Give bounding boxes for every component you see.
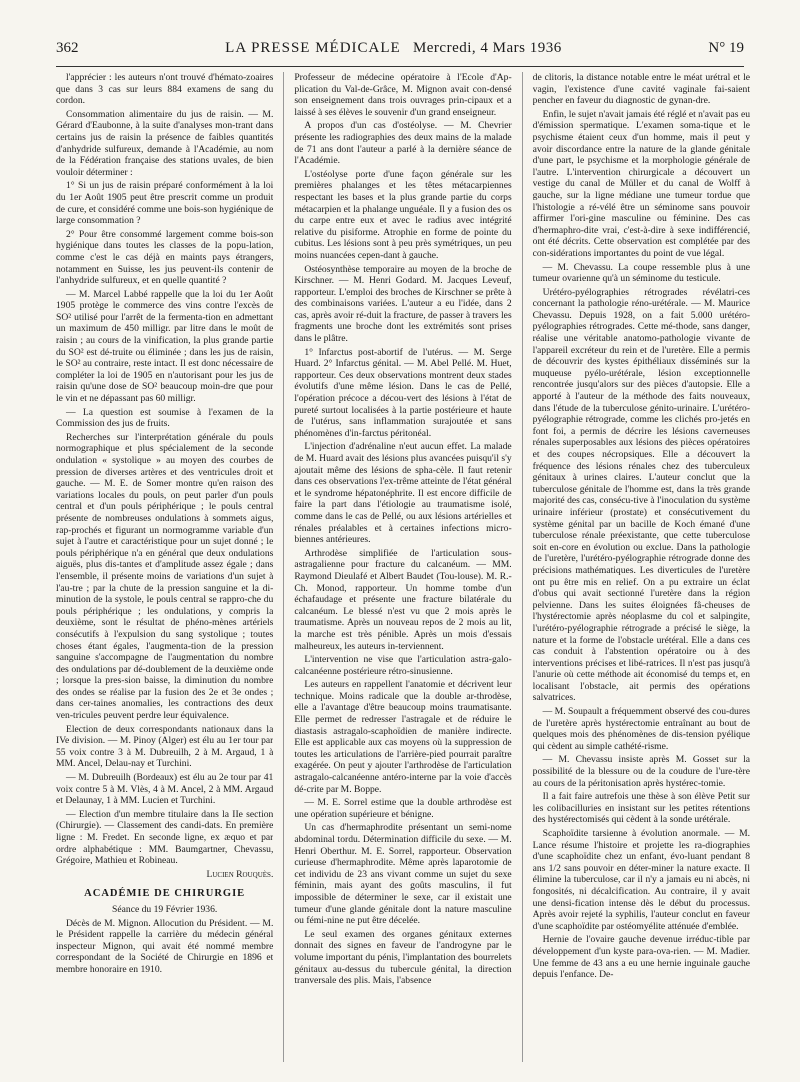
- session-date: Séance du 19 Février 1936.: [112, 903, 218, 915]
- issue-date: Mercredi, 4 Mars 1936: [412, 40, 562, 56]
- page-header: [56, 40, 744, 68]
- article-paragraph: Décès de M. Mignon. Allocution du Président. — M. le Président rappelle la carrière du médecin général inspecteur Mignon, qui avait été nommé membre correspondant de la Société de Chirurgie en 1896 et membre honoraire en 1910.: [56, 917, 274, 975]
- article-paragraph: — Election d'un membre titulaire dans la IIe section (Chirurgie). — Classement des candi-dats. En première ligne : M. Fredet. En seconde ligne, ex æquo et par ordre alphabétique : MM. Baumgartner, Chevassu, Grégoire, Mathieu et Robineau.: [56, 808, 274, 867]
- article-paragraph: — M. E. Sorrel estime que la double arthrodèse est une opération supérieure et bénigne.: [294, 797, 512, 820]
- article-paragraph: Professeur de médecine opératoire à l'Ecole d'Ap-plication du Val-de-Grâce, M. Mignon avait con-densé son enseignement dans trois ouvrages prin-cipaux et a laissé à ses élèves le souvenir d'un grand enseigneur.: [294, 72, 512, 118]
- journal-title: LA PRESSE MÉDICALE: [225, 40, 401, 56]
- column-left: [56, 72, 273, 1062]
- article-paragraph: 1° Si un jus de raisin préparé conformément à la loi du 1er Août 1905 peut être prescrit comme un produit de cure, et considéré comme une bois-son hygiénique de large consommation ?: [56, 180, 274, 227]
- article-paragraph: Il a fait faire autrefois une thèse à son élève Petit sur les colibacilluries en insistant sur les petites rétentions des hystérectomisés qui cèdent à la sonde urétérale.: [532, 791, 751, 826]
- column-middle: [294, 72, 511, 1062]
- article-paragraph: — M. Marcel Labbé rappelle que la loi du 1er Août 1905 protège le commerce des vins contre l'excès de SO² utilisé pour l'arrêt de la fermenta-tion en admettant un maximum de 450 milligr. par litre dans le moût de raisin ; au cours de la vinification, la plus grande partie du SO² est dé-truite ou éliminée ; dans les jus de raisin, le SO² au contraire, reste intact. Il est donc nécessaire de compléter la loi de 1905 en n'autorisant pour les jus de raisin qu'une dose de SO² beaucoup moin-dre que pour le vin et ne dépassant pas 60 milligr.: [56, 288, 274, 405]
- article-paragraph: L'intervention ne vise que l'articulation astra-galo-calcanéenne postérieure rétro-sinusienne.: [294, 654, 512, 677]
- column-divider: [522, 72, 523, 1062]
- article-paragraph: Scaphoïdite tarsienne à évolution anormale. — M. Lance résume l'histoire et projette les ra-diographies d'une scaphoïdite chez un enfant, évo-luant pendant 8 ans 1/2 sans pouvoir en déter-miner la nature exacte. Il élimine la tuberculose, car il n'y a jamais eu ni abcès, ni fongosités, ni décalcification. Au contraire, il y avait une densi-fication intense dès le début du processus. Après avoir rejeté la syphilis, l'auteur conclut en faveur d'une scaphoïdite par ostéomyélite atténuée d'emblée.: [532, 828, 751, 932]
- article-paragraph: Les auteurs en rappellent l'anatomie et décrivent leur technique. Moins radicale que la double ar-throdèse, elle a l'avantage d'être beaucoup moins traumatisante. Elle permet de redresser l'astragale et de réduire le diastasis astragalo-scaphoïdien de manière indirecte. Elle est applicable aux cas moyens où la suppression de toutes les articulations de l'arrière-pied pourrait paraître exagérée. On peut y ajouter l'arthrodèse de l'articulation astragalo-calcanéenne antéro-interne par la voie d'accès dé-crite par M. Boppe.: [294, 679, 512, 795]
- article-paragraph: — M. Dubreuilh (Bordeaux) est élu au 2e tour par 41 voix contre 5 à M. Vlès, 4 à M. Ancel, 2 à MM. Argaud et Delaunay, 1 à MM. Lucien et Turchini.: [56, 772, 274, 807]
- article-paragraph: Le seul examen des organes génitaux externes donnait des signes en faveur de l'androgyne par le volume important du pénis, l'implantation des bourrelets génitaux au-dessus du tubercule génital, la direction tranversale des plis. Mais, l'absence: [294, 928, 512, 987]
- article-paragraph: — La question est soumise à l'examen de la Commission des jus de fruits.: [56, 406, 274, 430]
- journal-masthead: [79, 40, 709, 57]
- article-paragraph: Consommation alimentaire du jus de raisin. — M. Gérard d'Eaubonne, à la suite d'analyses mon-trant dans certains jus de raisin la présence de faibles quantités d'anhydride sulfureux, demande à l'Académie, au nom de la Fédération française des stations uvales, de bien vouloir déterminer :: [56, 108, 274, 178]
- article-paragraph: Un cas d'hermaphrodite présentant un semi-nome abdominal tordu. Détermination difficile du sexe. — M. Henri Oberthur. M. E. Sorrel, rapporteur. Observation curieuse d'hermaphrodite. Même après laparotomie de cet individu de 23 ans vivant comme un sujet du sexe féminin, mais ayant des goûts masculins, il fut impossible de déterminer le sexe, car il existait une tumeur d'une glande génitale dont la nature masculine ou fémi-nine ne put être décelée.: [294, 822, 512, 927]
- article-paragraph: 2° Pour être consommé largement comme bois-son hygiénique dans toutes les classes de la popu-lation, comme c'est le cas déjà en maints pays étrangers, notamment en Suisse, les jus peuvent-ils contenir de l'anhydride sulfureux, et en quelle quantité ?: [56, 228, 274, 287]
- column-right: [533, 72, 750, 1062]
- article-paragraph: L'injection d'adrénaline n'eut aucun effet. La malade de M. Huard avait des lésions plus avancées puisqu'il s'y ajoutait même des lésions de spha-cèle. Il faut retenir dans ces observations l'ex-trême atteinte de l'état général et le syndrome hépatonéphrite. Il est encore difficile de faire la part dans l'étiologie au traumatisme isolé, comme dans le cas de Pellé, ou aux lésions artérielles et rénales préalables et à certaines infections micro-biennes antérieures.: [294, 441, 512, 546]
- article-paragraph: — M. Chevassu. La coupe ressemble plus à une tumeur ovarienne qu'à un séminome du testicule.: [532, 261, 751, 285]
- author-signature: Lucien Rouquès.: [206, 868, 274, 880]
- page-number: 362: [56, 40, 79, 56]
- section-heading: ACADÉMIE DE CHIRURGIE: [84, 888, 246, 900]
- text-columns: [56, 72, 750, 1062]
- article-paragraph: Urétéro-pyélographies rétrogrades révélatri-ces concernant la pathologie réno-urétérale. — M. Maurice Chevassu. Depuis 1928, on a fait 5.000 urétéro-pyélographies rétrogrades. Cette mé-thode, sans danger, réalise une véritable anatomo-pathologie vivante de l'appareil excréteur du rein et de l'uretère. Elle a permis de découvrir des kystes épithéliaux disséminés sur la muqueuse pyélo-urétérale, lésion exceptionnelle rencontrée jusqu'alors sur des pièces d'autopsie. Elle a apporté à l'auteur de la méthode des faits nouveaux, dans l'étude de la tuberculose génito-urinaire. L'urétéro-pyélographie rétrograde, comme les clichés pro-jetés en font foi, a permis de décrire les lésions caverneuses rénales superposables aux lésions des pièces opératoires et des coupes nécropsiques. Elle a découvert la fréquence des lésions rénales chez des tuberculeux génitaux à urines claires. L'auteur conclut que la tuberculose génitale de l'homme est, dans la très grande majorité des cas, consécu-tive à l'inoculation du système urinaire inférieur (prostate) et consécutivement du système génital par un bacille de Koch émané d'une tuberculose rénale préexistante, que cette tuberculose soit en-core en évolution ou exclue. Dans la pathologie de l'uretère, l'urétéro-pyélographie rétrograde donne des précisions mathématiques. Les diverticules de l'uretère ont pu être mis en relief. On a pu extraire un éclat d'obus qui avait sectionné l'uretère dans la région pelvienne. Dans les suites éloignées fâ-cheuses de l'hystérectomie après néoplasme du col et salpingite, l'urétéro-pyélographie rétrograde a précisé le siège, la nature et la forme de l'obstacle urétéral. Elle a dans ces cas conduit à l'abstention opératoire ou à des interventions précises et libé-ratrices. Il n'est pas jusqu'à l'anurie où cette méthode ait économisé du temps et, en localisant l'obstacle, ait permis des opérations salvatrices.: [532, 286, 751, 704]
- column-divider: [283, 72, 284, 1062]
- article-paragraph: Recherches sur l'interprétation générale du pouls normographique et plus spécialement de la seconde ondulation « systolique » au moyen des courbes de pression de diverses artères et des ventricules droit et gauche. — M. E. de Somer montre qu'en raison des variations locales du pouls, on peut parler d'un pouls central et d'un pouls périphérique ; le pouls central présente de nombreuses ondulations à sommets aigus, rap-prochés et figurant un normogramme variable d'un sujet à l'autre et caractéristique pour un sujet donné ; le pouls périphérique n'a en général que deux ondulations aiguës, plus dis-tantes et d'amplitude assez égale ; dans l'ensemble, il présente moins de variations d'un sujet à l'au-tre ; par la chute de la pression sanguine et la di-minution de la systole, le pouls central se rappro-che du pouls périphérique ; les ondulations, y compris la deuxième, sont le résultat de phéno-mènes artériels consécutifs à l'expulsion du sang systolique ; toutes choses étant égales, l'augmenta-tion de la pression sanguine s'accompagne de l'augmentation du nombre des ondulations par dé-doublement de la deuxième onde ; lorsque la pres-sion baisse, la diminution du nombre des ondes se réalise par la fusion des 2e et 3e ondes ; dans cer-taines anomalies, les contractions des deux ven-tricules peuvent perdre leur équivalence.: [56, 431, 274, 722]
- article-paragraph: 1° Infarctus post-abortif de l'utérus. — M. Serge Huard. 2° Infarctus génital. — M. Abel Pellé. M. Huet, rapporteur. Ces deux observations montrent deux stades évolutifs d'une même lésion. Dans le cas de Pellé, l'opération précoce a décou-vert des lésions à l'état de pureté surtout localisées à la partie postérieure et haute de l'utérus, sans inflammation surajoutée et sans phénomènes d'in-farctus péritonéal.: [294, 346, 512, 439]
- article-paragraph: — M. Chevassu insiste après M. Gosset sur la possibilité de la blessure ou de la coudure de l'ure-tère au cours de la péritonisation après hystérec-tomie.: [532, 754, 751, 789]
- article-paragraph: Election de deux correspondants nationaux dans la IVe division. — M. Pinoy (Alger) est élu au 1er tour par 55 voix contre 3 à M. Dubreuilh, 2 à M. Argaud, 1 à MM. Ancel, Delau-nay et Turchini.: [56, 723, 274, 770]
- article-paragraph: — M. Soupault a fréquemment observé des cou-dures de l'uretère après hystérectomie entraînant au bout de quelques mois des phénomènes de dis-tension pyélique qui cèdent au simple cathété-risme.: [532, 706, 751, 752]
- article-paragraph: Ostéosynthèse temporaire au moyen de la broche de Kirschner. — M. Henri Godard. M. Jacques Leveuf, rapporteur. L'emploi des broches de Kirschner se prête à des combinaisons variées. L'auteur a eu l'idée, dans 2 cas, après avoir ré-duit la fracture, de passer à travers les fragments une broche dont les extrémités sont prises dans le plâtre.: [294, 263, 512, 345]
- article-paragraph: Enfin, le sujet n'avait jamais été réglé et n'avait pas eu d'émission spermatique. L'examen soma-tique et le psychisme étaient ceux d'un homme, mais il peut y avoir discordance entre la nature de la glande génitale d'une part, le psychisme et la morphologie générale de l'autre. L'intervention chirurgicale a découvert un vestige du canal de Müller et du canal de Wolff à gauche, sur la ligne médiane une tumeur tordue que l'histologie a ré-vélé être un séminome sans pouvoir affirmer l'ori-gine masculine ou féminine. Des cas d'hermaphro-dite vrai, c'est-à-dire à sexe indifférencié, ont été décrits. Cette observation est complétée par des con-sidérations importantes du point de vue légal.: [532, 108, 751, 259]
- issue-number: N° 19: [708, 40, 744, 56]
- article-paragraph: l'apprécier : les auteurs n'ont trouvé d'hémato-zoaires que dans 3 cas sur leurs 884 examens de sang du cordon.: [56, 72, 274, 107]
- article-paragraph: Arthrodèse simplifiée de l'articulation sous-astragalienne pour fracture du calcanéum. — MM. Raymond Dieulafé et Albert Baudet (Tou-louse). M. R.-Ch. Monod, rapporteur. Un homme tombe d'un échafaudage et présente une fracture bilatérale du calcanéum. Le blessé n'est vu que 2 mois après le traumatisme. Après un nouveau repos de 2 mois au lit, la marche est très pénible. Après un mois d'essais malheureux, les auteurs in-terviennent.: [294, 547, 512, 652]
- article-paragraph: de clitoris, la distance notable entre le méat urétral et le vagin, l'existence d'une cavité vaginale fai-saient pencher en faveur du diagnostic de gynan-dre.: [532, 72, 751, 107]
- header-rule: [56, 66, 744, 67]
- article-paragraph: Hernie de l'ovaire gauche devenue irréduc-tible par développement d'un kyste para-ova-rien. — M. Madier. Une femme de 43 ans a eu une hernie inguinale gauche depuis l'enfance. De-: [532, 934, 751, 981]
- article-paragraph: A propos d'un cas d'ostéolyse. — M. Chevrier présente les radiographies des deux mains de la malade de 71 ans dont l'auteur a parlé à la dernière séance de l'Académie.: [294, 120, 512, 167]
- article-paragraph: L'ostéolyse porte d'une façon générale sur les premières phalanges et les têtes métacarpiennes respectant les bases et la plus grande partie du corps métacarpien et la phalange unguéale. Il y a fusion des os du carpe entre eux et avec le radius avec intégrité relative du pisiforme. Atrophie en forme de pointe du cubitus. Les lésions sont à peu près symétriques, un peu moins nuancées cepen-dant à gauche.: [294, 168, 512, 261]
